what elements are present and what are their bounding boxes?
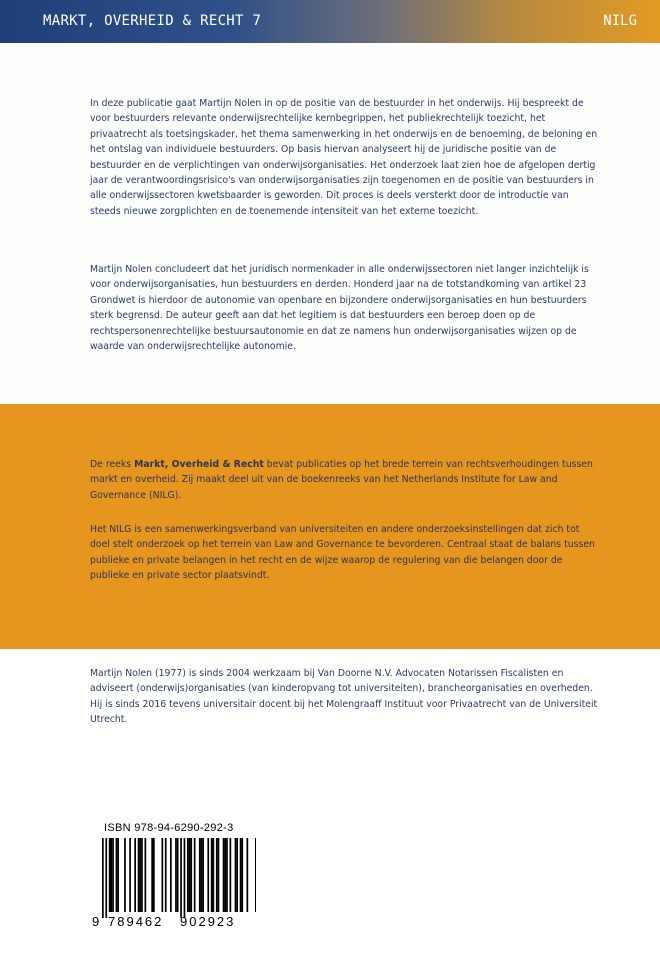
barcode-bar xyxy=(145,838,147,912)
ean-left-digits: 789462 xyxy=(108,914,164,929)
barcode-bar xyxy=(201,838,203,912)
barcode-bar xyxy=(153,838,155,912)
series-info-text-start: De reeks xyxy=(90,459,135,470)
barcode-bar xyxy=(218,838,220,912)
isbn-label: ISBN 978-94-6290-292-3 xyxy=(104,822,234,834)
series-info-section xyxy=(0,404,660,649)
barcode-bar xyxy=(202,838,204,912)
barcode-bar xyxy=(184,838,186,918)
barcode-bar xyxy=(134,838,136,912)
barcode-bar xyxy=(230,838,232,912)
summary-paragraph-2: Martijn Nolen concludeert dat het juridisch normenkader in alle onderwijssectoren niet langer inzichtelijk is voor onderwijsorganisaties, hun bestuurders en derden. Honderd jaar na de totstandkoming van artikel 23 Grondwet is hierdoor de autonomie van openbare en bijzondere onderwijsorganisaties en hun bestuurders sterk begrensd. De auteur geeft aan dat het legitiem is dat bestuurders een beroep doen op de rechtspersonenrechtelijke bestuursautonomie en dat ze namens hun onderwijsorganisaties wijzen op de waarde van onderwijsrechtelijke autonomie. xyxy=(90,264,589,353)
barcode-bar xyxy=(199,838,201,912)
barcode-bar xyxy=(165,838,167,912)
series-name-bold: Markt, Overheid & Recht xyxy=(134,459,264,470)
barcode-bar xyxy=(189,838,191,912)
barcode-bar xyxy=(162,838,164,912)
barcode-bar xyxy=(175,838,177,912)
barcode-bar xyxy=(111,838,113,912)
barcode-bar xyxy=(180,838,182,918)
barcode-bar xyxy=(141,838,143,912)
author-bio-paragraph: Martijn Nolen (1977) is sinds 2004 werkzaam bij Van Doorne N.V. Advocaten Notarissen Fiscalisten en adviseert (onderwijs)organisaties (van kinderopvang tot universiteiten), brancheorganisaties en overheden. Hij is sinds 2016 tevens universitair docent bij het Molengraaff Instituut voor Privaatrecht van de Universiteit Utrecht. xyxy=(90,668,598,726)
barcode-bar xyxy=(187,838,189,912)
barcode-bar xyxy=(116,838,118,912)
barcode-bar xyxy=(177,838,179,912)
isbn-barcode-block xyxy=(90,822,256,932)
barcode-bar xyxy=(139,838,141,912)
cover-header-band xyxy=(0,0,660,43)
barcode-bar xyxy=(194,838,196,912)
barcode-image xyxy=(90,838,256,918)
barcode-bar xyxy=(226,838,228,912)
summary-section xyxy=(0,43,660,404)
ean-first-digit: 9 xyxy=(92,914,102,929)
barcode-bar xyxy=(170,838,172,912)
barcode-bar xyxy=(240,838,242,912)
barcode-bar xyxy=(236,838,238,912)
barcode-bar xyxy=(247,838,249,912)
summary-paragraph-1: In deze publicatie gaat Martijn Nolen in op de positie van de bestuurder in het onderwijs. Hij bespreekt de voor bestuurders relevante onderwijsrechtelijke kernbegrippen, het publiekrechtelijk toezicht, het privaatrecht als toetsingskader, het thema samenwerking in het onderwijs en de benoeming, de beloning en het ontslag van individuele bestuurders. Op basis hiervan analyseert hij de juridische positie van de bestuurder en de verplichtingen van onderwijsorganisaties. Het onderzoek laat zien hoe de afgelopen dertig jaar de verantwoordingsrisico's van onderwijsorganisaties zijn toegenomen en de positie van bestuurders in alle onderwijssectoren kwetsbaarder is geworden. Dit proces is deels versterkt door de introductie van steeds nieuwe zorgplichten en de toenemende intensiteit van het externe toezicht. xyxy=(90,98,598,217)
barcode-bar xyxy=(129,838,131,912)
barcode-bar xyxy=(213,838,215,912)
barcode-bar xyxy=(102,838,104,918)
barcode-bar xyxy=(207,838,209,912)
barcode-bar xyxy=(109,838,111,912)
barcode-bar xyxy=(190,838,192,912)
barcode-bar xyxy=(223,838,225,912)
barcode-bar xyxy=(211,838,213,912)
barcode-bar xyxy=(241,838,243,912)
barcode-bar xyxy=(138,838,140,912)
barcode-bar xyxy=(151,838,153,912)
barcode-bar xyxy=(224,838,226,912)
barcode-bar xyxy=(235,838,237,912)
barcode-bar xyxy=(105,838,107,918)
barcode-bar xyxy=(255,838,256,912)
ean-right-digits: 902923 xyxy=(180,914,236,929)
barcode-bar xyxy=(124,838,126,912)
series-info-text-end: bevat publicaties op het brede terrein van rechtsverhoudingen tussen markt en overheid. Zij maakt deel uit van de boekenreeks van het Netherlands Institute for Law and Governance (NILG). xyxy=(90,459,593,501)
barcode-bar xyxy=(117,838,119,912)
barcode-bar xyxy=(112,838,114,912)
series-info-paragraph-2: Het NILG is een samenwerkingsverband van universiteiten en andere onderzoeksinstellingen dat zich tot doel stelt onderzoek op het terrein van Law and Governance te bevorderen. Centraal staat de balans tussen publieke en private belangen in het recht en de wijze waarop de regulering van die belangen door de publieke en private sector plaatsvindt. xyxy=(90,524,595,582)
series-title: MARKT, OVERHEID & RECHT 7 xyxy=(43,13,262,29)
publisher-name: NILG xyxy=(603,13,637,29)
series-info-paragraph-1 xyxy=(90,457,600,503)
barcode-bar xyxy=(216,838,218,912)
